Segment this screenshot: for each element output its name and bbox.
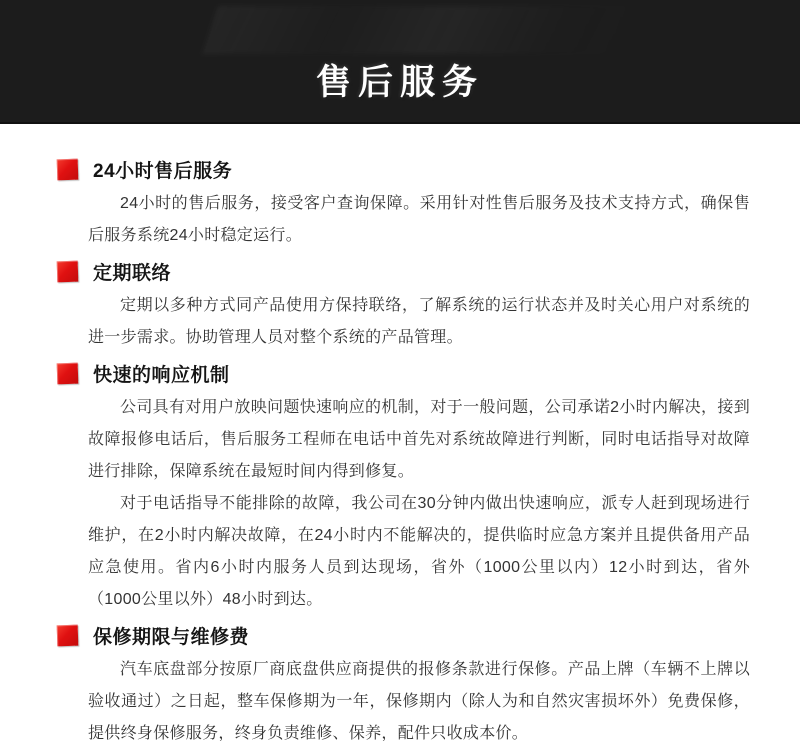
section-paragraph: 对于电话指导不能排除的故障，我公司在30分钟内做出快速响应，派专人赶到现场进行维护，在2小时内解决故障，在24小时内不能解决的，提供临时应急方案并且提供备用产品应急使用。省内6小时内服务人员到达现场，省外（1000公里以内）12小时到达，省外（1000公里以外）48小时到达。 — [88, 495, 750, 608]
red-square-bullet-icon — [57, 261, 79, 283]
section-paragraph: 汽车底盘部分按原厂商底盘供应商提供的报修条款进行保修。产品上牌（车辆不上牌以验收通过）之日起，整车保修期为一年，保修期内（除人为和自然灾害损坏外）免费保修，提供终身保修服务，终身负责维修、保养，配件只收成本价。 — [88, 661, 750, 741]
red-square-bullet-icon — [57, 625, 79, 647]
section-24h-service — [57, 156, 750, 252]
section-heading-row — [57, 360, 750, 387]
section-warranty-and-fees — [57, 622, 750, 741]
section-regular-contact — [57, 258, 750, 354]
section-title: 24小时售后服务 — [93, 161, 233, 182]
section-title: 定期联络 — [93, 263, 172, 284]
section-rapid-response — [57, 360, 750, 616]
red-square-bullet-icon — [57, 159, 79, 181]
section-paragraph: 公司具有对用户放映问题快速响应的机制，对于一般问题，公司承诺2小时内解决，接到故障报修电话后，售后服务工程师在电话中首先对系统故障进行判断，同时电话指导对故障进行排除，保障系统在最短时间内得到修复。 — [88, 399, 750, 480]
section-paragraph: 24小时的售后服务，接受客户查询保障。采用针对性售后服务及技术支持方式，确保售后服务系统24小时稳定运行。 — [88, 195, 750, 244]
section-title: 快速的响应机制 — [93, 365, 230, 386]
section-title: 保修期限与维修费 — [93, 627, 250, 648]
section-heading-row — [57, 156, 750, 183]
page-title: 售后服务 — [315, 63, 484, 102]
section-heading-row — [57, 258, 750, 285]
banner-watermark-smudge — [202, 6, 638, 54]
banner — [0, 0, 800, 124]
section-paragraph: 定期以多种方式同产品使用方保持联络，了解系统的运行状态并及时关心用户对系统的进一步需求。协助管理人员对整个系统的产品管理。 — [88, 297, 750, 346]
content-area — [0, 124, 800, 741]
section-heading-row — [57, 622, 750, 649]
red-square-bullet-icon — [57, 363, 79, 385]
